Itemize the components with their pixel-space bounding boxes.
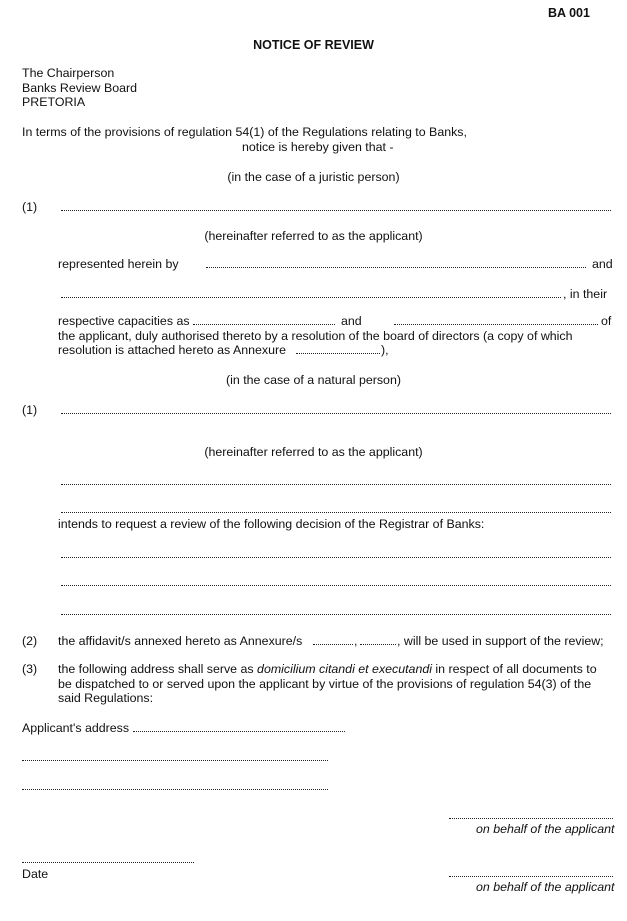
form-code: BA 001 — [548, 6, 590, 20]
authorisation-line-1: the applicant, duly authorised thereto by a resolution of the board of directors (a copy of which — [58, 329, 573, 343]
decision-field-2[interactable] — [61, 585, 611, 586]
signature-caption-1: on behalf of the applicant — [476, 822, 615, 836]
in-their-text: , in their — [563, 287, 608, 301]
item-3-number: (3) — [22, 662, 38, 676]
signature-line-2[interactable] — [449, 876, 613, 877]
representative-2-field[interactable] — [61, 297, 561, 298]
item-2-separator: , — [354, 634, 358, 648]
page-title: NOTICE OF REVIEW — [253, 38, 374, 52]
intro-line-2: notice is hereby given that - — [242, 140, 394, 154]
represented-and: and — [592, 257, 613, 271]
item-3-line-1 — [58, 662, 597, 677]
capacity-2-field[interactable] — [394, 324, 598, 325]
natural-item-number: (1) — [22, 403, 38, 417]
addressee-line-1: The Chairperson — [22, 66, 115, 80]
juristic-applicant-ref: (hereinafter referred to as the applicant) — [204, 229, 423, 243]
item-2-prefix: the affidavit/s annexed hereto as Annexure/s — [58, 634, 303, 648]
item-3-line-3: said Regulations: — [58, 691, 154, 705]
capacities-and: and — [341, 314, 362, 328]
natural-applicant-name-field[interactable] — [61, 413, 611, 414]
applicant-address-field-2[interactable] — [22, 760, 328, 761]
natural-detail-field-1[interactable] — [61, 484, 611, 485]
resolution-annexure-field[interactable] — [296, 353, 380, 354]
capacities-of: of — [601, 314, 612, 328]
item-3-line-1-post: in respect of all documents to — [431, 662, 597, 676]
applicant-address-field-3[interactable] — [22, 789, 328, 790]
signature-caption-2: on behalf of the applicant — [476, 880, 615, 894]
signature-line-1[interactable] — [449, 818, 613, 819]
natural-heading: (in the case of a natural person) — [226, 373, 401, 387]
juristic-heading: (in the case of a juristic person) — [227, 170, 400, 184]
affidavit-annexure-field-1[interactable] — [313, 644, 353, 645]
juristic-item-number: (1) — [22, 200, 38, 214]
authorisation-line-2-prefix: resolution is attached hereto as Annexure — [58, 343, 286, 357]
representative-1-field[interactable] — [206, 267, 586, 268]
applicant-address-field-1[interactable] — [133, 731, 345, 732]
item-2-suffix: , will be used in support of the review; — [397, 634, 604, 648]
intro-line-1: In terms of the provisions of regulation 54(1) of the Regulations relating to Banks, — [22, 125, 467, 139]
authorisation-line-2-suffix: ), — [381, 343, 389, 357]
capacity-1-field[interactable] — [193, 324, 335, 325]
addressee-line-3: PRETORIA — [22, 95, 86, 109]
addressee-line-2: Banks Review Board — [22, 81, 138, 95]
review-request-text: intends to request a review of the following decision of the Registrar of Banks: — [58, 517, 485, 531]
item-3-line-2: be dispatched to or served upon the applicant by virtue of the provisions of regulation 54(3) of the — [58, 677, 592, 691]
item-3-line-1-pre: the following address shall serve as — [58, 662, 258, 676]
natural-detail-field-2[interactable] — [61, 512, 611, 513]
juristic-applicant-name-field[interactable] — [61, 210, 611, 211]
applicant-address-label: Applicant's address — [22, 721, 130, 735]
decision-field-1[interactable] — [61, 557, 611, 558]
item-2-number: (2) — [22, 634, 38, 648]
domicilium-term: domicilium citandi et executandi — [257, 662, 432, 676]
date-label: Date — [22, 867, 49, 881]
decision-field-3[interactable] — [61, 614, 611, 615]
natural-applicant-ref: (hereinafter referred to as the applicant) — [204, 445, 423, 459]
represented-by-label: represented herein by — [58, 257, 179, 271]
capacities-label: respective capacities as — [58, 314, 190, 328]
date-field[interactable] — [22, 862, 194, 863]
affidavit-annexure-field-2[interactable] — [360, 644, 396, 645]
